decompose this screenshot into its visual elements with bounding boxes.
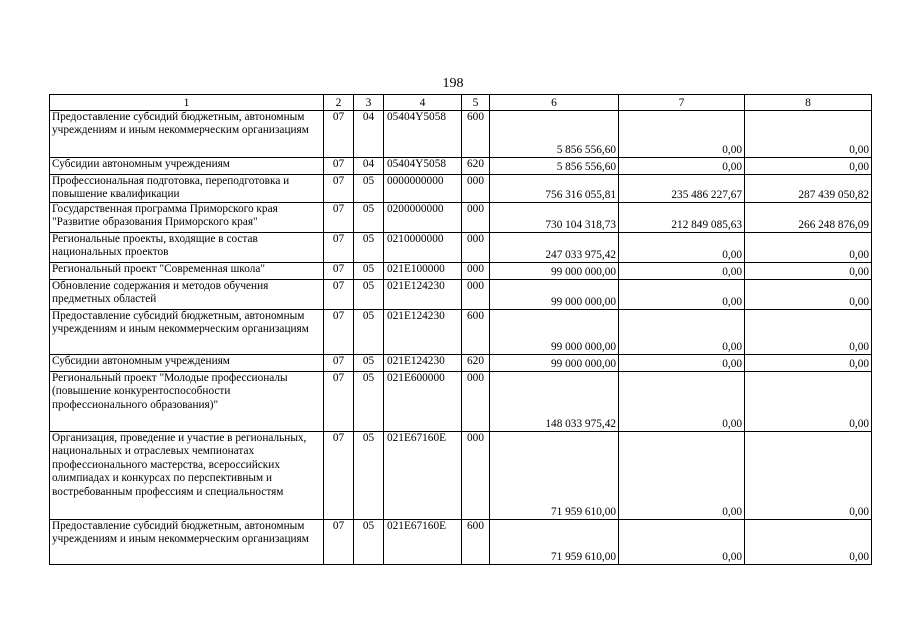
row-amount-8: 0,00 <box>745 158 872 175</box>
column-header: 5 <box>462 95 490 111</box>
row-code-5: 600 <box>462 520 490 565</box>
row-amount-6: 247 033 975,42 <box>490 233 619 263</box>
row-code-5: 000 <box>462 203 490 233</box>
row-amount-7: 0,00 <box>619 233 745 263</box>
row-code-5: 600 <box>462 310 490 355</box>
row-amount-7: 0,00 <box>619 355 745 372</box>
table-row <box>50 520 872 565</box>
row-amount-6: 99 000 000,00 <box>490 310 619 355</box>
row-amount-8: 0,00 <box>745 355 872 372</box>
row-code-3: 05 <box>354 520 384 565</box>
row-amount-7: 0,00 <box>619 432 745 520</box>
row-amount-6: 99 000 000,00 <box>490 263 619 280</box>
row-code-4: 021E100000 <box>384 263 462 280</box>
row-amount-8: 0,00 <box>745 111 872 158</box>
row-name: Предоставление субсидий бюджетным, автономным учреждениям и иным некоммерческим организациям <box>50 520 324 565</box>
row-name: Субсидии автономным учреждениям <box>50 158 324 175</box>
row-code-3: 05 <box>354 175 384 203</box>
row-code-2: 07 <box>324 310 354 355</box>
row-code-4: 021E124230 <box>384 310 462 355</box>
row-amount-8: 0,00 <box>745 520 872 565</box>
table-row <box>50 355 872 372</box>
page-number: 198 <box>442 76 464 91</box>
row-name: Организация, проведение и участие в региональных, национальных и отраслевых чемпионатах профессионального мастерства, всероссийских олимпиадах и конкурсах по перспективным и востребованным профессиям и специальностям <box>50 432 324 520</box>
row-amount-6: 71 959 610,00 <box>490 520 619 565</box>
row-amount-8: 0,00 <box>745 280 872 310</box>
row-code-3: 05 <box>354 280 384 310</box>
column-header: 2 <box>324 95 354 111</box>
row-name: Региональные проекты, входящие в состав национальных проектов <box>50 233 324 263</box>
row-amount-6: 5 856 556,60 <box>490 158 619 175</box>
row-code-4: 021E67160E <box>384 432 462 520</box>
row-amount-7: 235 486 227,67 <box>619 175 745 203</box>
row-code-3: 05 <box>354 355 384 372</box>
row-amount-7: 0,00 <box>619 520 745 565</box>
row-name: Обновление содержания и методов обучения предметных областей <box>50 280 324 310</box>
row-name: Профессиональная подготовка, переподготовка и повышение квалификации <box>50 175 324 203</box>
row-code-3: 05 <box>354 203 384 233</box>
row-code-4: 0210000000 <box>384 233 462 263</box>
row-code-2: 07 <box>324 432 354 520</box>
row-code-4: 021E600000 <box>384 372 462 432</box>
table-row <box>50 280 872 310</box>
row-amount-8: 0,00 <box>745 432 872 520</box>
row-amount-7: 0,00 <box>619 372 745 432</box>
column-header: 1 <box>50 95 324 111</box>
row-amount-6: 730 104 318,73 <box>490 203 619 233</box>
table-row <box>50 158 872 175</box>
row-code-5: 620 <box>462 158 490 175</box>
row-amount-8: 0,00 <box>745 372 872 432</box>
row-name: Предоставление субсидий бюджетным, автономным учреждениям и иным некоммерческим организациям <box>50 310 324 355</box>
row-code-5: 000 <box>462 175 490 203</box>
row-name: Региональный проект "Современная школа" <box>50 263 324 280</box>
row-amount-6: 99 000 000,00 <box>490 355 619 372</box>
row-amount-6: 148 033 975,42 <box>490 372 619 432</box>
row-code-4: 0000000000 <box>384 175 462 203</box>
table-row <box>50 263 872 280</box>
row-code-2: 07 <box>324 280 354 310</box>
row-code-2: 07 <box>324 203 354 233</box>
row-code-5: 620 <box>462 355 490 372</box>
row-code-5: 000 <box>462 263 490 280</box>
table-row <box>50 432 872 520</box>
row-amount-8: 287 439 050,82 <box>745 175 872 203</box>
row-code-4: 021E124230 <box>384 355 462 372</box>
row-code-5: 600 <box>462 111 490 158</box>
row-amount-7: 0,00 <box>619 280 745 310</box>
row-code-2: 07 <box>324 520 354 565</box>
row-code-2: 07 <box>324 372 354 432</box>
row-amount-7: 0,00 <box>619 158 745 175</box>
row-code-3: 05 <box>354 263 384 280</box>
row-amount-6: 99 000 000,00 <box>490 280 619 310</box>
row-code-2: 07 <box>324 175 354 203</box>
row-name: Государственная программа Приморского края "Развитие образования Приморского края" <box>50 203 324 233</box>
row-amount-6: 5 856 556,60 <box>490 111 619 158</box>
row-code-4: 05404Y5058 <box>384 111 462 158</box>
row-code-4: 021E67160E <box>384 520 462 565</box>
row-code-3: 05 <box>354 372 384 432</box>
row-code-2: 07 <box>324 111 354 158</box>
row-code-5: 000 <box>462 372 490 432</box>
budget-table <box>49 94 872 565</box>
table-row <box>50 310 872 355</box>
column-header: 8 <box>745 95 872 111</box>
header-row <box>50 95 872 111</box>
row-name: Предоставление субсидий бюджетным, автономным учреждениям и иным некоммерческим организациям <box>50 111 324 158</box>
row-code-2: 07 <box>324 233 354 263</box>
column-header: 4 <box>384 95 462 111</box>
table-row <box>50 175 872 203</box>
column-header: 6 <box>490 95 619 111</box>
row-code-3: 05 <box>354 310 384 355</box>
row-amount-8: 266 248 876,09 <box>745 203 872 233</box>
row-amount-8: 0,00 <box>745 233 872 263</box>
row-code-3: 04 <box>354 158 384 175</box>
row-amount-7: 212 849 085,63 <box>619 203 745 233</box>
row-amount-6: 71 959 610,00 <box>490 432 619 520</box>
row-code-2: 07 <box>324 158 354 175</box>
row-code-5: 000 <box>462 432 490 520</box>
table-row <box>50 203 872 233</box>
row-code-4: 05404Y5058 <box>384 158 462 175</box>
table-row <box>50 372 872 432</box>
row-code-2: 07 <box>324 263 354 280</box>
row-code-5: 000 <box>462 233 490 263</box>
row-amount-6: 756 316 055,81 <box>490 175 619 203</box>
row-amount-8: 0,00 <box>745 310 872 355</box>
row-amount-7: 0,00 <box>619 263 745 280</box>
row-code-3: 05 <box>354 233 384 263</box>
row-amount-8: 0,00 <box>745 263 872 280</box>
row-name: Региональный проект "Молодые профессионалы (повышение конкурентоспособности профессионального образования)" <box>50 372 324 432</box>
row-code-3: 05 <box>354 432 384 520</box>
row-code-4: 0200000000 <box>384 203 462 233</box>
row-amount-7: 0,00 <box>619 111 745 158</box>
table-row <box>50 233 872 263</box>
row-code-2: 07 <box>324 355 354 372</box>
row-code-5: 000 <box>462 280 490 310</box>
column-header: 7 <box>619 95 745 111</box>
row-name: Субсидии автономным учреждениям <box>50 355 324 372</box>
row-amount-7: 0,00 <box>619 310 745 355</box>
table-row <box>50 111 872 158</box>
row-code-4: 021E124230 <box>384 280 462 310</box>
column-header: 3 <box>354 95 384 111</box>
row-code-3: 04 <box>354 111 384 158</box>
